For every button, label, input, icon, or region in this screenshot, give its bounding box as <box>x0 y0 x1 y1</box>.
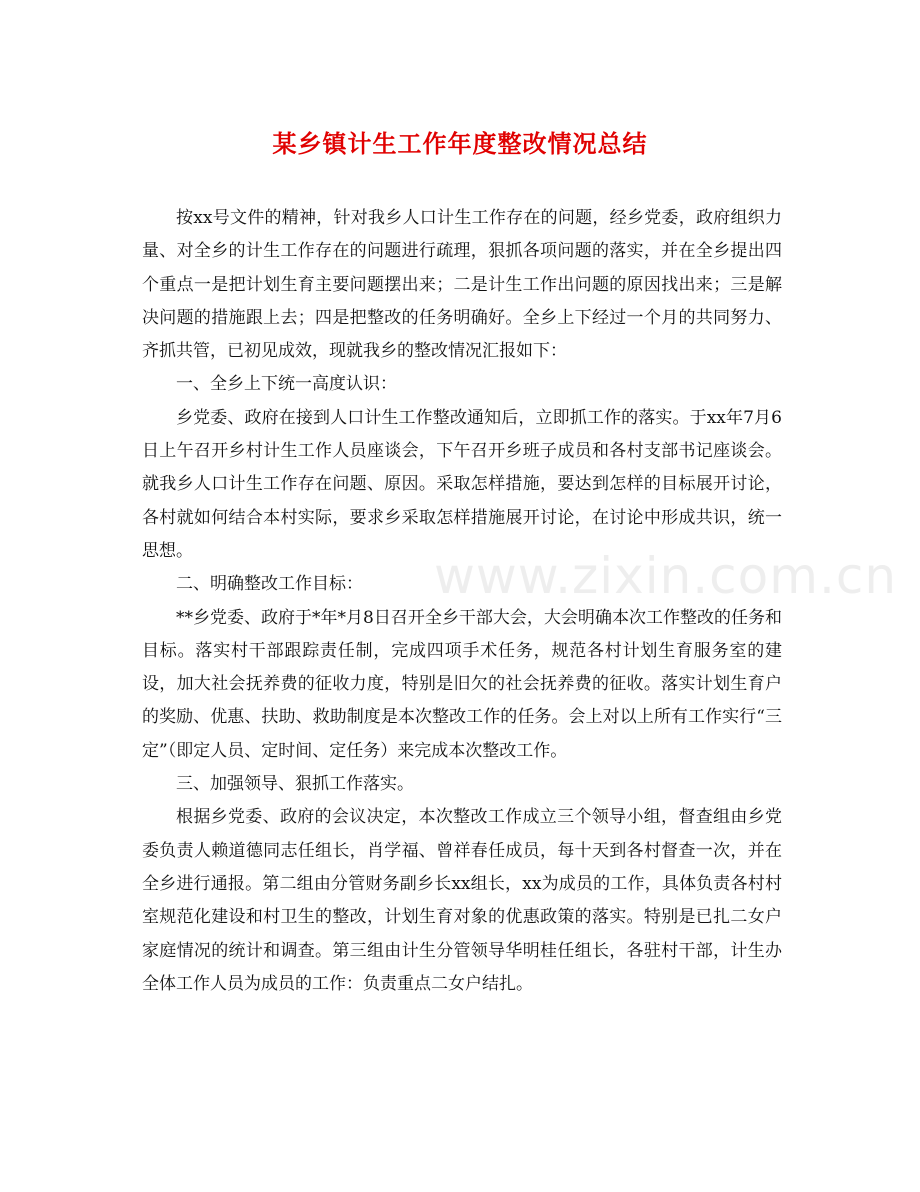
watermark-text: www.zixin.com.cn <box>434 547 898 605</box>
section-heading-3: 三、加强领导、狠抓工作落实。 <box>176 774 414 795</box>
paragraph-section-1: 乡党委、政府在接到人口计生工作整改通知后，立即抓工作的落实。于xx年7月6日上午召开乡村计生工作人员座谈会，下午召开乡班子成员和各村支部书记座谈会。就我乡人口计生工作存在问题、原因。采取怎样措施，要达到怎样的目标展开讨论，各村就如何结合本村实际，要求乡采取怎样措施展开讨论，在讨论中形成共识，统一思想。 <box>142 407 782 561</box>
paragraph-section-3: 根据乡党委、政府的会议决定，本次整改工作成立三个领导小组，督查组由乡党委负责人赖道德同志任组长，肖学福、曾祥春任成员，每十天到各村督查一次，并在全乡进行通报。第二组由分管财务副乡长xx组长，xx为成员的工作，具体负责各村村室规范化建设和村卫生的整改，计划生育对象的优惠政策的落实。特别是已扎二女户家庭情况的统计和调查。第三组由计生分管领导华明桂任组长，各驻村干部，计生办全体工作人员为成员的工作：负责重点二女户结扎。 <box>142 807 782 994</box>
section-heading-2: 二、明确整改工作目标： <box>176 574 363 595</box>
paragraph-intro: 按xx号文件的精神，针对我乡人口计生工作存在的问题，经乡党委，政府组织力量、对全乡的计生工作存在的问题进行疏理，狠抓各项问题的落实，并在全乡提出四个重点一是把计划生育主要问题摆出来；二是计生工作出问题的原因找出来；三是解决问题的措施跟上去；四是把整改的任务明确好。全乡上下经过一个月的共同努力、齐抓共管，已初见成效，现就我乡的整改情况汇报如下： <box>142 208 782 362</box>
document-title: 某乡镇计生工作年度整改情况总结 <box>272 130 648 158</box>
paragraph-section-2: **乡党委、政府于*年*月8日召开全乡干部大会，大会明确本次工作整改的任务和目标。落实村干部跟踪责任制，完成四项手术任务，规范各村计划生育服务室的建设，加大社会抚养费的征收力度，特别是旧欠的社会抚养费的征收。落实计划生育户的奖励、优惠、扶助、救助制度是本次整改工作的任务。会上对以上所有工作实行“三定”（即定人员、定时间、定任务）来完成本次整改工作。 <box>142 607 782 761</box>
section-heading-1: 一、全乡上下统一高度认识： <box>176 374 397 395</box>
